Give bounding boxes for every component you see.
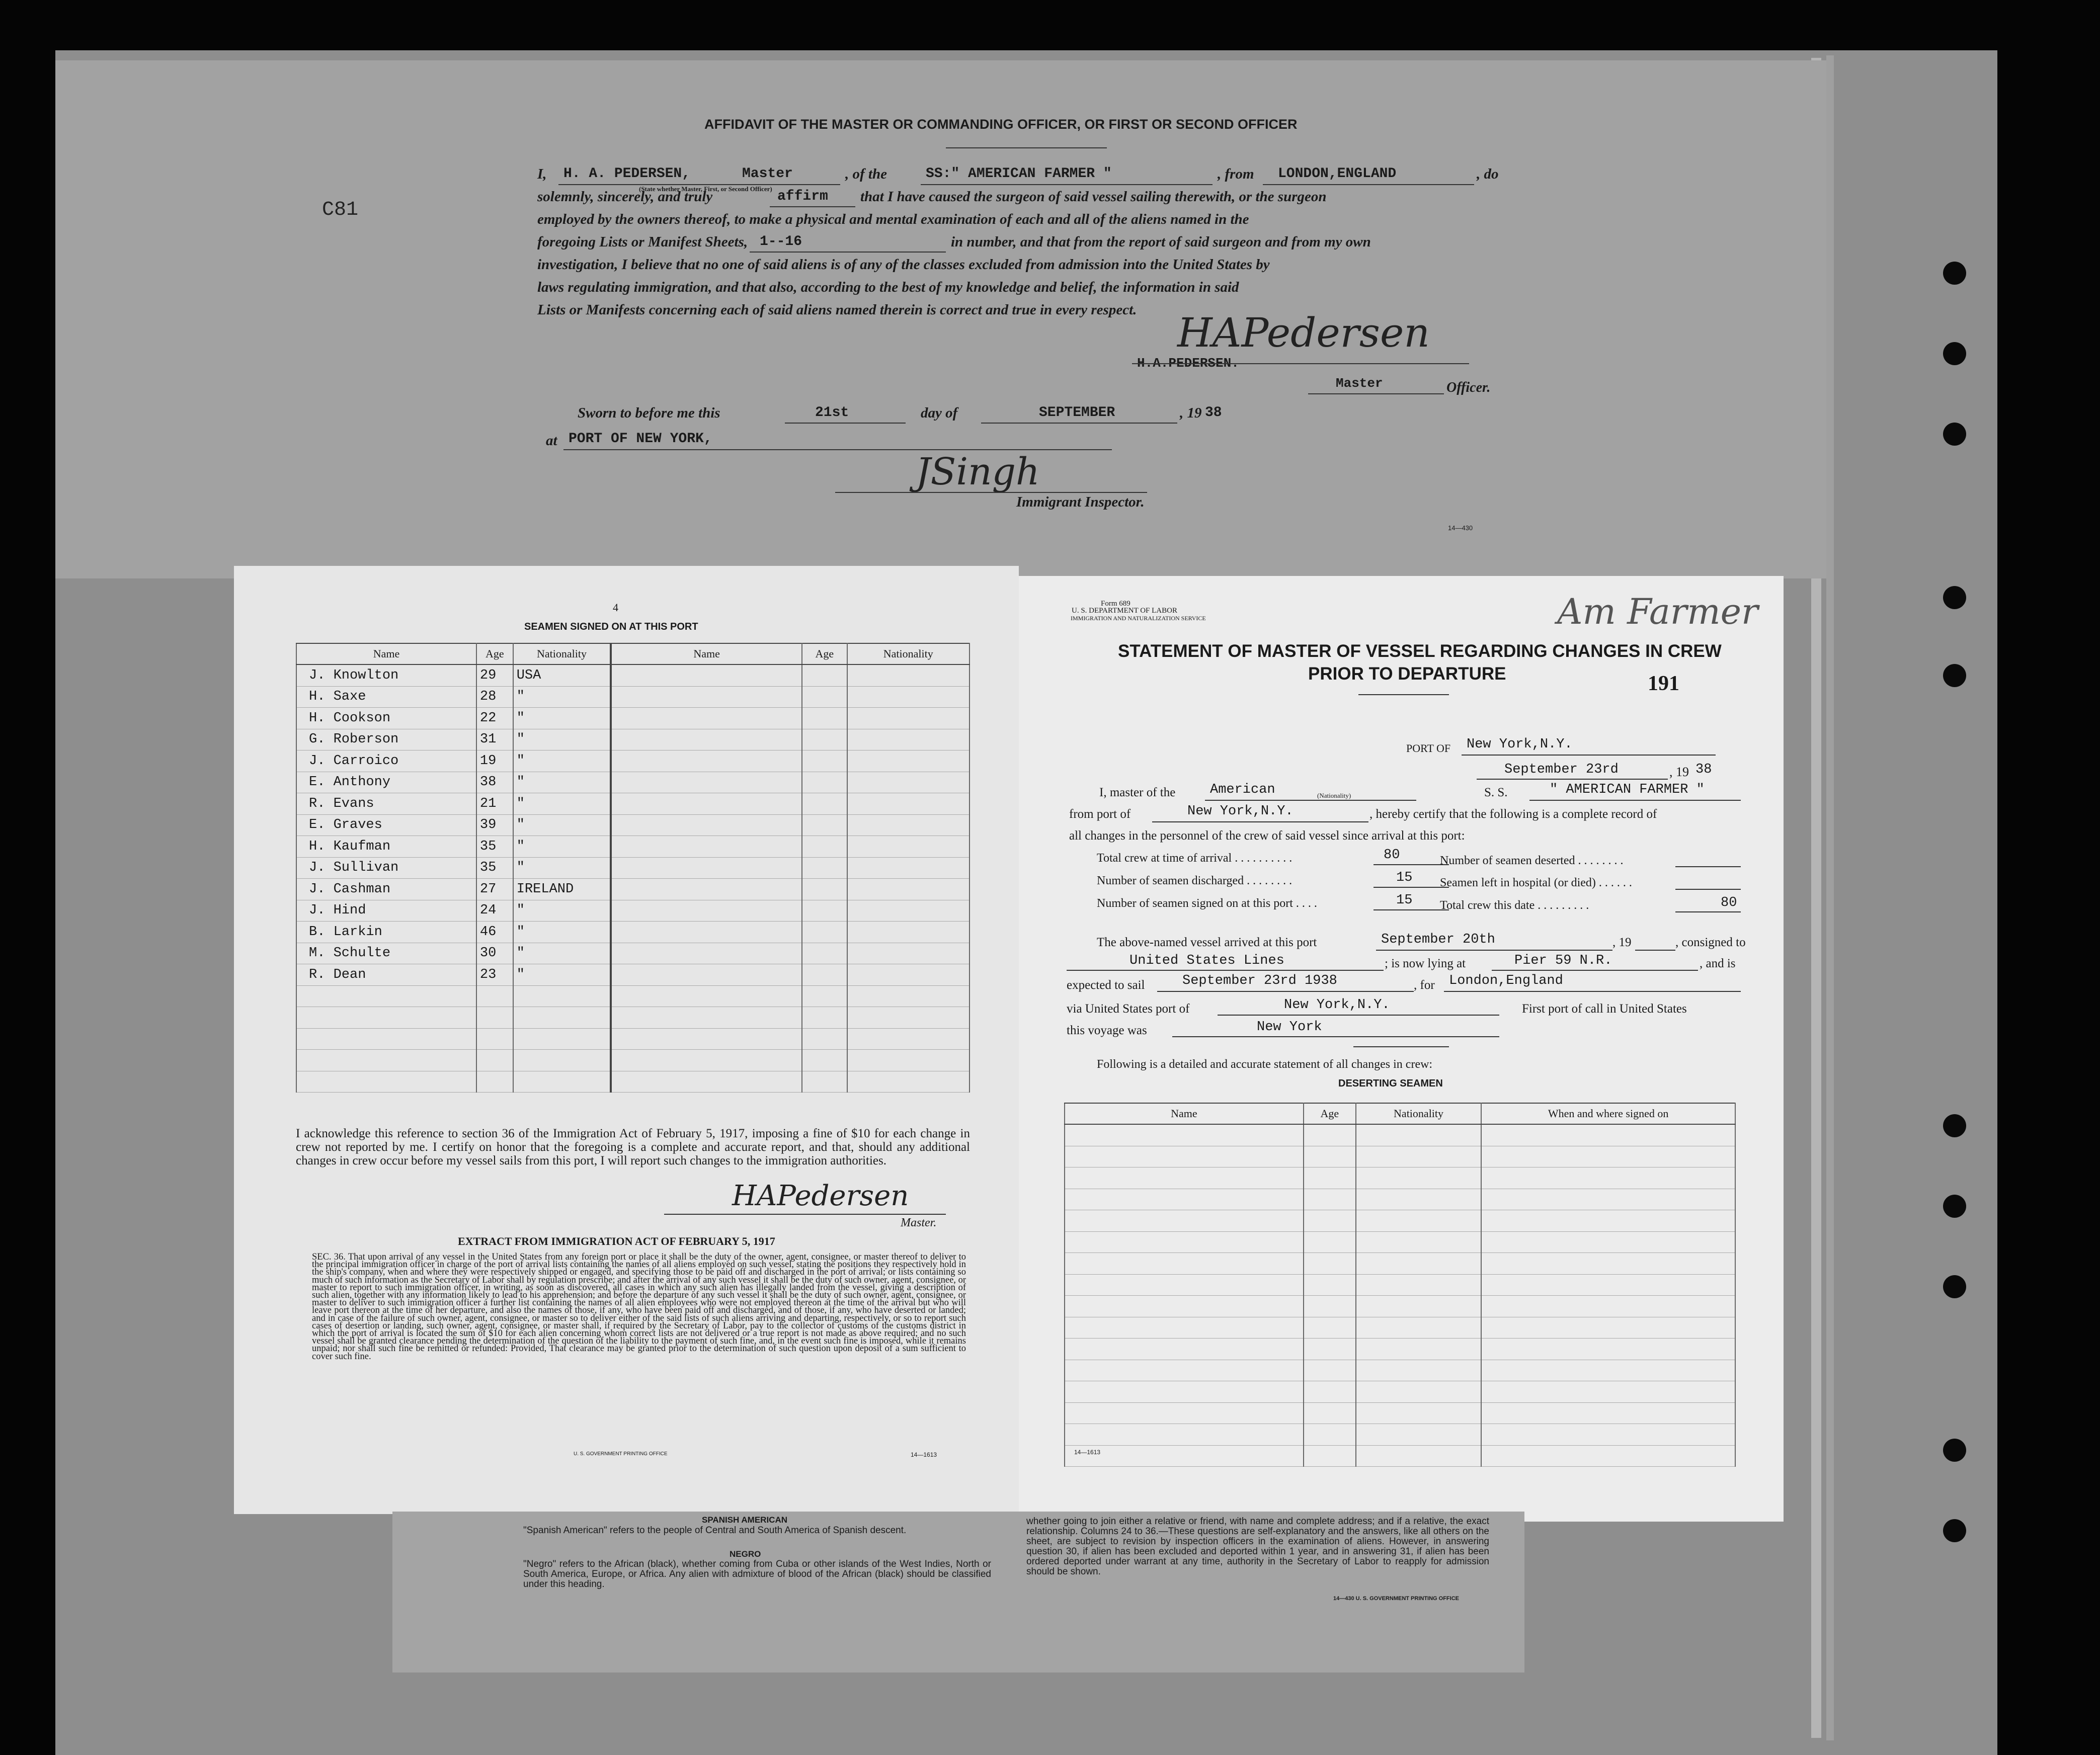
empty-cell (847, 729, 970, 750)
empty-cell (1481, 1445, 1735, 1467)
seaman-name: E. Graves (296, 814, 476, 836)
expected-sail-date: September 23rd 1938 (1182, 973, 1337, 988)
table-row (296, 750, 970, 772)
signer-typed-name: H.A.PEDERSEN. (1137, 356, 1239, 371)
table-row (296, 729, 970, 750)
seaman-age: 35 (476, 836, 513, 858)
empty-cell (1481, 1381, 1735, 1403)
seaman-nationality: " (513, 793, 611, 815)
empty-cell (847, 900, 970, 922)
from-port-value: New York,N.Y. (1187, 804, 1294, 819)
table-row (296, 1028, 970, 1050)
table-row (296, 900, 970, 922)
empty-cell (611, 900, 802, 922)
sheet-count: 1--16 (760, 234, 802, 249)
binder-hole (1943, 1275, 1966, 1298)
seaman-name: J. Hind (296, 900, 476, 922)
deserting-title: DESERTING SEAMEN (1338, 1078, 1443, 1089)
empty-cell (802, 793, 847, 815)
first-port-value: New York (1257, 1020, 1322, 1035)
empty-cell (611, 793, 802, 815)
table-row (1065, 1231, 1735, 1253)
page-number: 4 (613, 601, 618, 614)
table-row (1065, 1317, 1735, 1339)
table-row (296, 708, 970, 729)
seaman-nationality (513, 1007, 611, 1029)
sworn-year: 38 (1205, 405, 1222, 421)
acknowledgement-text: I acknowledge this reference to section 36 of the Immigration Act of February 5, 1917, imposing a fine of $10 for each change in crew not reported by me. I certify on honor that the foregoing is a complete and accurate report, and that, should any additional changes in crew occur before my vessel sails from this port, I will report such changes to the immigration authorities. (296, 1127, 970, 1167)
empty-cell (802, 836, 847, 858)
sworn-place: PORT OF NEW YORK, (569, 431, 712, 447)
empty-cell (1356, 1146, 1481, 1167)
seaman-name: B. Larkin (296, 922, 476, 943)
empty-cell (1304, 1402, 1356, 1424)
table-row (296, 1007, 970, 1029)
empty-cell (1481, 1339, 1735, 1360)
seaman-nationality: " (513, 772, 611, 793)
seaman-nationality: " (513, 964, 611, 986)
seamen-signed-on: 15 (1396, 893, 1413, 908)
empty-cell (1304, 1360, 1356, 1381)
empty-cell (1304, 1146, 1356, 1167)
empty-cell (1356, 1189, 1481, 1210)
binder-hole (1943, 664, 1966, 687)
empty-cell (802, 985, 847, 1007)
lying-at: Pier 59 N.R. (1514, 953, 1612, 968)
seaman-age: 27 (476, 879, 513, 900)
seaman-name (296, 1050, 476, 1071)
right-form-code: 14—1613 (1074, 1449, 1101, 1456)
empty-cell (611, 708, 802, 729)
table-row (1065, 1339, 1735, 1360)
empty-cell (1356, 1317, 1481, 1339)
table-row (1065, 1167, 1735, 1189)
empty-cell (1065, 1124, 1304, 1146)
seaman-name: J. Sullivan (296, 857, 476, 879)
empty-cell (1356, 1381, 1481, 1403)
empty-cell (1481, 1360, 1735, 1381)
empty-cell (802, 686, 847, 708)
empty-cell (1481, 1231, 1735, 1253)
seaman-nationality (513, 1071, 611, 1093)
master-signature: HAPedersen (1177, 309, 1430, 356)
empty-cell (611, 1028, 802, 1050)
empty-cell (1065, 1146, 1304, 1167)
table-row (296, 879, 970, 900)
empty-cell (1065, 1253, 1304, 1275)
empty-cell (1356, 1124, 1481, 1146)
seaman-nationality: " (513, 836, 611, 858)
seaman-nationality (513, 1028, 611, 1050)
empty-cell (1356, 1296, 1481, 1317)
empty-cell (802, 750, 847, 772)
seaman-name (296, 1007, 476, 1029)
affidavit-page (55, 60, 1826, 578)
empty-cell (611, 750, 802, 772)
seaman-age (476, 985, 513, 1007)
empty-cell (611, 964, 802, 986)
empty-cell (847, 857, 970, 879)
inspector-signature: JSingh (916, 450, 1040, 493)
seaman-name: M. Schulte (296, 943, 476, 964)
binder-hole (1943, 1519, 1966, 1542)
empty-cell (847, 1028, 970, 1050)
empty-cell (1065, 1402, 1304, 1424)
statement-date: September 23rd (1504, 762, 1619, 777)
empty-cell (802, 1007, 847, 1029)
table-row (296, 964, 970, 986)
seamen-discharged: 15 (1396, 870, 1413, 885)
seaman-nationality: USA (513, 664, 611, 686)
empty-cell (847, 750, 970, 772)
seaman-age: 29 (476, 664, 513, 686)
empty-cell (802, 814, 847, 836)
left-master-signature: HAPedersen (732, 1180, 909, 1212)
statement-title-1: STATEMENT OF MASTER OF VESSEL REGARDING CHANGES IN CREW (1118, 641, 1722, 661)
empty-cell (1304, 1189, 1356, 1210)
seaman-name: H. Kaufman (296, 836, 476, 858)
empty-cell (1481, 1253, 1735, 1275)
empty-cell (1065, 1189, 1304, 1210)
empty-cell (611, 1007, 802, 1029)
seaman-name (296, 1071, 476, 1093)
table-row (296, 793, 970, 815)
empty-cell (611, 814, 802, 836)
empty-cell (1304, 1445, 1356, 1467)
table-row (296, 664, 970, 686)
extract-title: EXTRACT FROM IMMIGRATION ACT OF FEBRUARY 5, 1917 (458, 1235, 775, 1247)
seaman-age: 21 (476, 793, 513, 815)
handwritten-note: Am Farmer (1557, 591, 1758, 632)
seaman-nationality: " (513, 857, 611, 879)
empty-cell (847, 922, 970, 943)
empty-cell (611, 836, 802, 858)
seaman-age: 39 (476, 814, 513, 836)
table-row (1065, 1146, 1735, 1167)
seaman-age: 22 (476, 708, 513, 729)
empty-cell (1304, 1124, 1356, 1146)
table-row (1065, 1274, 1735, 1296)
empty-cell (1481, 1296, 1735, 1317)
vessel-nationality: American (1210, 782, 1275, 797)
seamen-signed-table: Name Age Nationality Name Age Nationality J. Knowlton 29 USA H. Saxe 28 " H. Cookson 22 " G. Roberson 31 " J. Carroico 19 " E. Anthony 38 " R. Evans 21 " E. Graves 39 " H. Kaufman 35 " J. Sullivan 35 " J. Cashman 27 IRELAND J. Hind 24 " B. Larkin 46 " M. Schulte 30 " R. Dean 23 " (296, 643, 970, 1093)
empty-cell (611, 686, 802, 708)
empty-cell (1065, 1360, 1304, 1381)
empty-cell (847, 814, 970, 836)
empty-cell (802, 729, 847, 750)
seaman-age: 31 (476, 729, 513, 750)
binder-hole (1943, 262, 1966, 285)
binder-hole (1943, 342, 1966, 365)
left-sheet-title: SEAMEN SIGNED ON AT THIS PORT (524, 621, 698, 632)
empty-cell (802, 900, 847, 922)
seaman-nationality: IRELAND (513, 879, 611, 900)
empty-cell (611, 985, 802, 1007)
seaman-nationality (513, 1050, 611, 1071)
table-row (296, 772, 970, 793)
port-value: New York,N.Y. (1467, 737, 1573, 752)
seaman-nationality (513, 985, 611, 1007)
empty-cell (1304, 1296, 1356, 1317)
binder-hole (1943, 1195, 1966, 1218)
empty-cell (1356, 1445, 1481, 1467)
empty-cell (802, 857, 847, 879)
seaman-age (476, 1050, 513, 1071)
empty-cell (802, 1071, 847, 1093)
empty-cell (1304, 1381, 1356, 1403)
empty-cell (1304, 1253, 1356, 1275)
table-row (1065, 1189, 1735, 1210)
empty-cell (1304, 1317, 1356, 1339)
table-row (1065, 1360, 1735, 1381)
empty-cell (847, 708, 970, 729)
vessel-name: " AMERICAN FARMER " (1550, 782, 1705, 797)
seaman-age: 28 (476, 686, 513, 708)
empty-cell (1481, 1210, 1735, 1232)
total-crew-arrival: 80 (1384, 848, 1400, 863)
seaman-age (476, 1007, 513, 1029)
empty-cell (1065, 1210, 1304, 1232)
empty-cell (847, 1050, 970, 1071)
empty-cell (1304, 1231, 1356, 1253)
binder-hole (1943, 1439, 1966, 1462)
empty-cell (611, 664, 802, 686)
table-row (296, 985, 970, 1007)
empty-cell (847, 943, 970, 964)
empty-cell (1356, 1339, 1481, 1360)
table-row (296, 1050, 970, 1071)
stamp-number: 191 (1648, 672, 1679, 695)
table-row (1065, 1296, 1735, 1317)
table-row (1065, 1124, 1735, 1146)
table-row (296, 943, 970, 964)
table-row (296, 922, 970, 943)
empty-cell (802, 664, 847, 686)
port-from: LONDON,ENGLAND (1278, 166, 1397, 182)
seaman-age: 46 (476, 922, 513, 943)
empty-cell (1356, 1253, 1481, 1275)
empty-cell (611, 922, 802, 943)
seaman-age (476, 1028, 513, 1050)
empty-cell (1065, 1339, 1304, 1360)
seaman-name: H. Saxe (296, 686, 476, 708)
seaman-name: J. Knowlton (296, 664, 476, 686)
empty-cell (611, 857, 802, 879)
empty-cell (1304, 1274, 1356, 1296)
empty-cell (1065, 1296, 1304, 1317)
empty-cell (1481, 1167, 1735, 1189)
empty-cell (802, 772, 847, 793)
master-rank: Master (742, 166, 793, 182)
seaman-name: R. Evans (296, 793, 476, 815)
empty-cell (611, 772, 802, 793)
table-row (296, 857, 970, 879)
empty-cell (611, 1071, 802, 1093)
empty-cell (1356, 1274, 1481, 1296)
master-name: H. A. PEDERSEN, (563, 166, 691, 182)
empty-cell (1356, 1402, 1481, 1424)
empty-cell (1356, 1231, 1481, 1253)
via-port: New York,N.Y. (1284, 997, 1390, 1013)
seaman-name: G. Roberson (296, 729, 476, 750)
empty-cell (847, 1071, 970, 1093)
sworn-day: 21st (815, 405, 849, 421)
empty-cell (847, 964, 970, 986)
seaman-age: 19 (476, 750, 513, 772)
officer-rank: Master (1336, 376, 1383, 391)
page-edge (1826, 55, 1834, 1740)
empty-cell (847, 985, 970, 1007)
empty-cell (1065, 1167, 1304, 1189)
empty-cell (1481, 1124, 1735, 1146)
statement-year: 38 (1695, 762, 1712, 777)
seaman-age: 35 (476, 857, 513, 879)
empty-cell (802, 1028, 847, 1050)
empty-cell (1304, 1424, 1356, 1446)
empty-cell (847, 686, 970, 708)
empty-cell (1065, 1274, 1304, 1296)
empty-cell (802, 922, 847, 943)
sworn-month: SEPTEMBER (1039, 405, 1115, 421)
left-form-code: 14—1613 (911, 1451, 937, 1458)
seaman-age: 38 (476, 772, 513, 793)
binder-hole (1943, 423, 1966, 446)
empty-cell (847, 664, 970, 686)
seaman-name: J. Cashman (296, 879, 476, 900)
destination: London,England (1449, 973, 1563, 988)
table-row (1065, 1253, 1735, 1275)
empty-cell (1356, 1360, 1481, 1381)
table-row (296, 814, 970, 836)
ship-name: SS:" AMERICAN FARMER " (926, 166, 1112, 182)
seaman-age (476, 1071, 513, 1093)
seaman-name (296, 1028, 476, 1050)
seaman-age: 23 (476, 964, 513, 986)
consignee: United States Lines (1129, 953, 1284, 968)
seaman-name: J. Carroico (296, 750, 476, 772)
empty-cell (611, 1050, 802, 1071)
margin-number: C81 (322, 199, 359, 221)
empty-cell (847, 1007, 970, 1029)
arrival-date: September 20th (1381, 932, 1495, 947)
table-row (1065, 1402, 1735, 1424)
table-row (1065, 1210, 1735, 1232)
empty-cell (1065, 1445, 1304, 1467)
seaman-age: 30 (476, 943, 513, 964)
empty-cell (847, 793, 970, 815)
empty-cell (847, 772, 970, 793)
seaman-nationality: " (513, 900, 611, 922)
seaman-nationality: " (513, 686, 611, 708)
seaman-nationality: " (513, 922, 611, 943)
extract-text: SEC. 36. That upon arrival of any vessel in the United States from any foreign port or place it shall be the duty of the owner, agent, consignee, or master thereof to deliver to the principal immigration officer in charge of the port of arrival lists containing the names of all aliens employed on such vessel, stating the positions they respectively hold in the ship's company, when and where they were respectively shipped or engaged, and specifying those to be paid off and discharged in the port of arrival; or lists containing so much of such information as the Secretary of Labor shall by regulation prescribe; and after the arrival of any such vessel it shall be the duty of such owner, agent, consignee, or master to report to such immigration officer, in writing, as soon as discovered, all cases in which any such alien has illegally landed from the vessel, giving a description of such alien, together with any information likely to lead to his apprehension; and before the departure of any such vessel it shall be the duty of such owner, agent, consignee, or master to deliver to such immigration officer a further list containing the names of all alien employees who were not employed thereon at the time of the arrival but who will leave port thereon at the time of her departure, and also the names of those, if any, who have been paid off and discharged, and of those, if any, who have deserted or landed; and in case of the failure of such owner, agent, consignee, or master so to deliver either of the said lists of such aliens arriving and departing, respectively, or so to report such cases of desertion or landing, such owner, agent, consignee, or master shall, if required by the Secretary of Labor, pay to the collector of customs of the customs district in which the port of arrival is located the sum of $10 for each alien concerning whom correct lists are not delivered or a true report is not made as above required; and no such vessel shall be granted clearance pending the determination of the question of the liability to the payment of such fine, and, in the event such fine is imposed, while it remains unpaid; nor shall such fine be remitted or refunded: Provided, That clearance may be granted prior to the determination of such question upon deposit of a sum sufficient to cover such fine. (312, 1252, 966, 1362)
statement-title-2: PRIOR TO DEPARTURE (1308, 664, 1506, 684)
seaman-nationality: " (513, 814, 611, 836)
empty-cell (1065, 1317, 1304, 1339)
empty-cell (1304, 1210, 1356, 1232)
affidavit-form-code: 14—430 (1448, 524, 1473, 532)
seaman-nationality: " (513, 729, 611, 750)
total-crew-date: 80 (1721, 895, 1737, 910)
empty-cell (802, 879, 847, 900)
empty-cell (1304, 1167, 1356, 1189)
empty-cell (611, 879, 802, 900)
seaman-name: E. Anthony (296, 772, 476, 793)
seaman-nationality: " (513, 708, 611, 729)
deserting-seamen-table: Name Age Nationality When and where signed on (1064, 1103, 1736, 1467)
empty-cell (847, 879, 970, 900)
empty-cell (1065, 1424, 1304, 1446)
table-row (296, 836, 970, 858)
table-row (1065, 1381, 1735, 1403)
empty-cell (1356, 1210, 1481, 1232)
seaman-nationality: " (513, 750, 611, 772)
seaman-name: H. Cookson (296, 708, 476, 729)
seaman-name: R. Dean (296, 964, 476, 986)
empty-cell (611, 729, 802, 750)
empty-cell (847, 836, 970, 858)
affidavit-heading: AFFIDAVIT OF THE MASTER OR COMMANDING OFFICER, OR FIRST OR SECOND OFFICER (704, 117, 1298, 132)
empty-cell (802, 943, 847, 964)
empty-cell (1481, 1189, 1735, 1210)
binder-hole (1943, 586, 1966, 609)
seaman-nationality: " (513, 943, 611, 964)
table-row (1065, 1445, 1735, 1467)
empty-cell (802, 708, 847, 729)
seaman-name (296, 985, 476, 1007)
empty-cell (611, 943, 802, 964)
empty-cell (1481, 1402, 1735, 1424)
table-row (296, 686, 970, 708)
empty-cell (1304, 1339, 1356, 1360)
table-row (296, 1071, 970, 1093)
empty-cell (1065, 1381, 1304, 1403)
empty-cell (1481, 1146, 1735, 1167)
seaman-age: 24 (476, 900, 513, 922)
empty-cell (802, 964, 847, 986)
empty-cell (1481, 1317, 1735, 1339)
binder-hole (1943, 1114, 1966, 1137)
empty-cell (1065, 1231, 1304, 1253)
empty-cell (802, 1050, 847, 1071)
table-row (1065, 1424, 1735, 1446)
empty-cell (1356, 1424, 1481, 1446)
empty-cell (1481, 1274, 1735, 1296)
affirm-word: affirm (777, 189, 828, 204)
empty-cell (1356, 1167, 1481, 1189)
empty-cell (1481, 1424, 1735, 1446)
